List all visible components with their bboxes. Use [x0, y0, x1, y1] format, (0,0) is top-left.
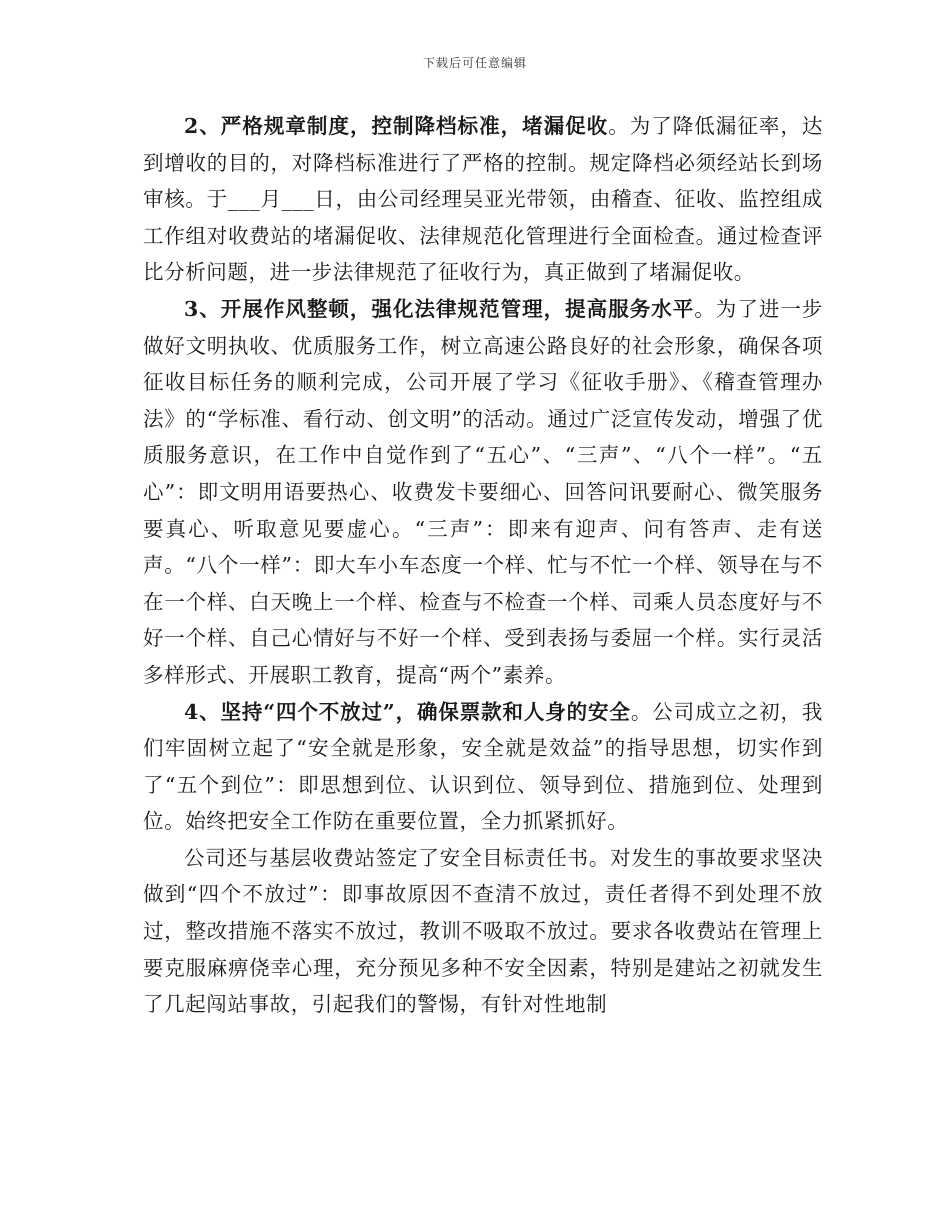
document-body [143, 108, 823, 1023]
page-header: 下载后可任意编辑 [422, 56, 527, 70]
paragraph-2-text: 。为了降低漏征率，达到增收的目的，对降档标准进行了严格的控制。规定降档必须经站长到场审核。于___月___日，由公司经理吴亚光带领，由稽查、征收、监控组成工作组对收费站的堵漏促收、法律规范化管理进行全面检查。通过检查评比分析问题，进一步法律规范了征收行为，真正做到了堵漏促收。 [143, 114, 823, 285]
paragraph-4-text: 。公司成立之初，我们牢固树立起了“安全就是形象，安全就是效益”的指导思想，切实作到了“五个到位”：即思想到位、认识到位、领导到位、措施到位、处理到位。始终把安全工作防在重要位置，全力抓紧抓好。 [143, 699, 824, 834]
paragraph-2-heading: 2、严格规章制度，控制降档标准，堵漏促收 [184, 114, 609, 138]
paragraph-4 [143, 694, 823, 840]
paragraph-3-heading: 3、开展作风整顿，强化法律规范管理，提高服务水平 [184, 296, 695, 321]
paragraph-4-heading: 4、坚持“四个不放过”，确保票款和人身的安全 [184, 699, 631, 724]
paragraph-2 [143, 108, 823, 291]
paragraph-safety-text: 公司还与基层收费站签定了安全目标责任书。对发生的事故要求坚决做到“四个不放过”：即事故原因不查清不放过，责任者得不到处理不放过，整改措施不落实不放过，教训不吸取不放过。要求各收费站在管理上要克服麻痹侥幸心理，充分预见多种不安全因素，特别是建站之初就发生了几起闯站事故，引起我们的警惕，有针对性地制 [143, 845, 823, 1017]
paragraph-safety [143, 840, 823, 1023]
paragraph-3 [143, 291, 823, 694]
paragraph-3-text: 。为了进一步做好文明执收、优质服务工作，树立高速公路良好的社会形象，确保各项征收目标任务的顺利完成，公司开展了学习《征收手册》、《稽查管理办法》的“学标准、看行动、创文明”的活动。通过广泛宣传发动，增强了优质服务意识，在工作中自觉作到了“五心”、“三声”、“八个一样”。“五心”：即文明用语要热心、收费发卡要细心、回答问讯要耐心、微笑服务要真心、听取意见要虚心。“三声”：即来有迎声、问有答声、走有送声。“八个一样”：即大车小车态度一个样、忙与不忙一个样、领导在与不在一个样、白天晚上一个样、检查与不检查一个样、司乘人员态度好与不好一个样、自己心情好与不好一个样、受到表扬与委屈一个样。实行灵活多样形式、开展职工教育，提高“两个”素养。 [143, 296, 823, 687]
